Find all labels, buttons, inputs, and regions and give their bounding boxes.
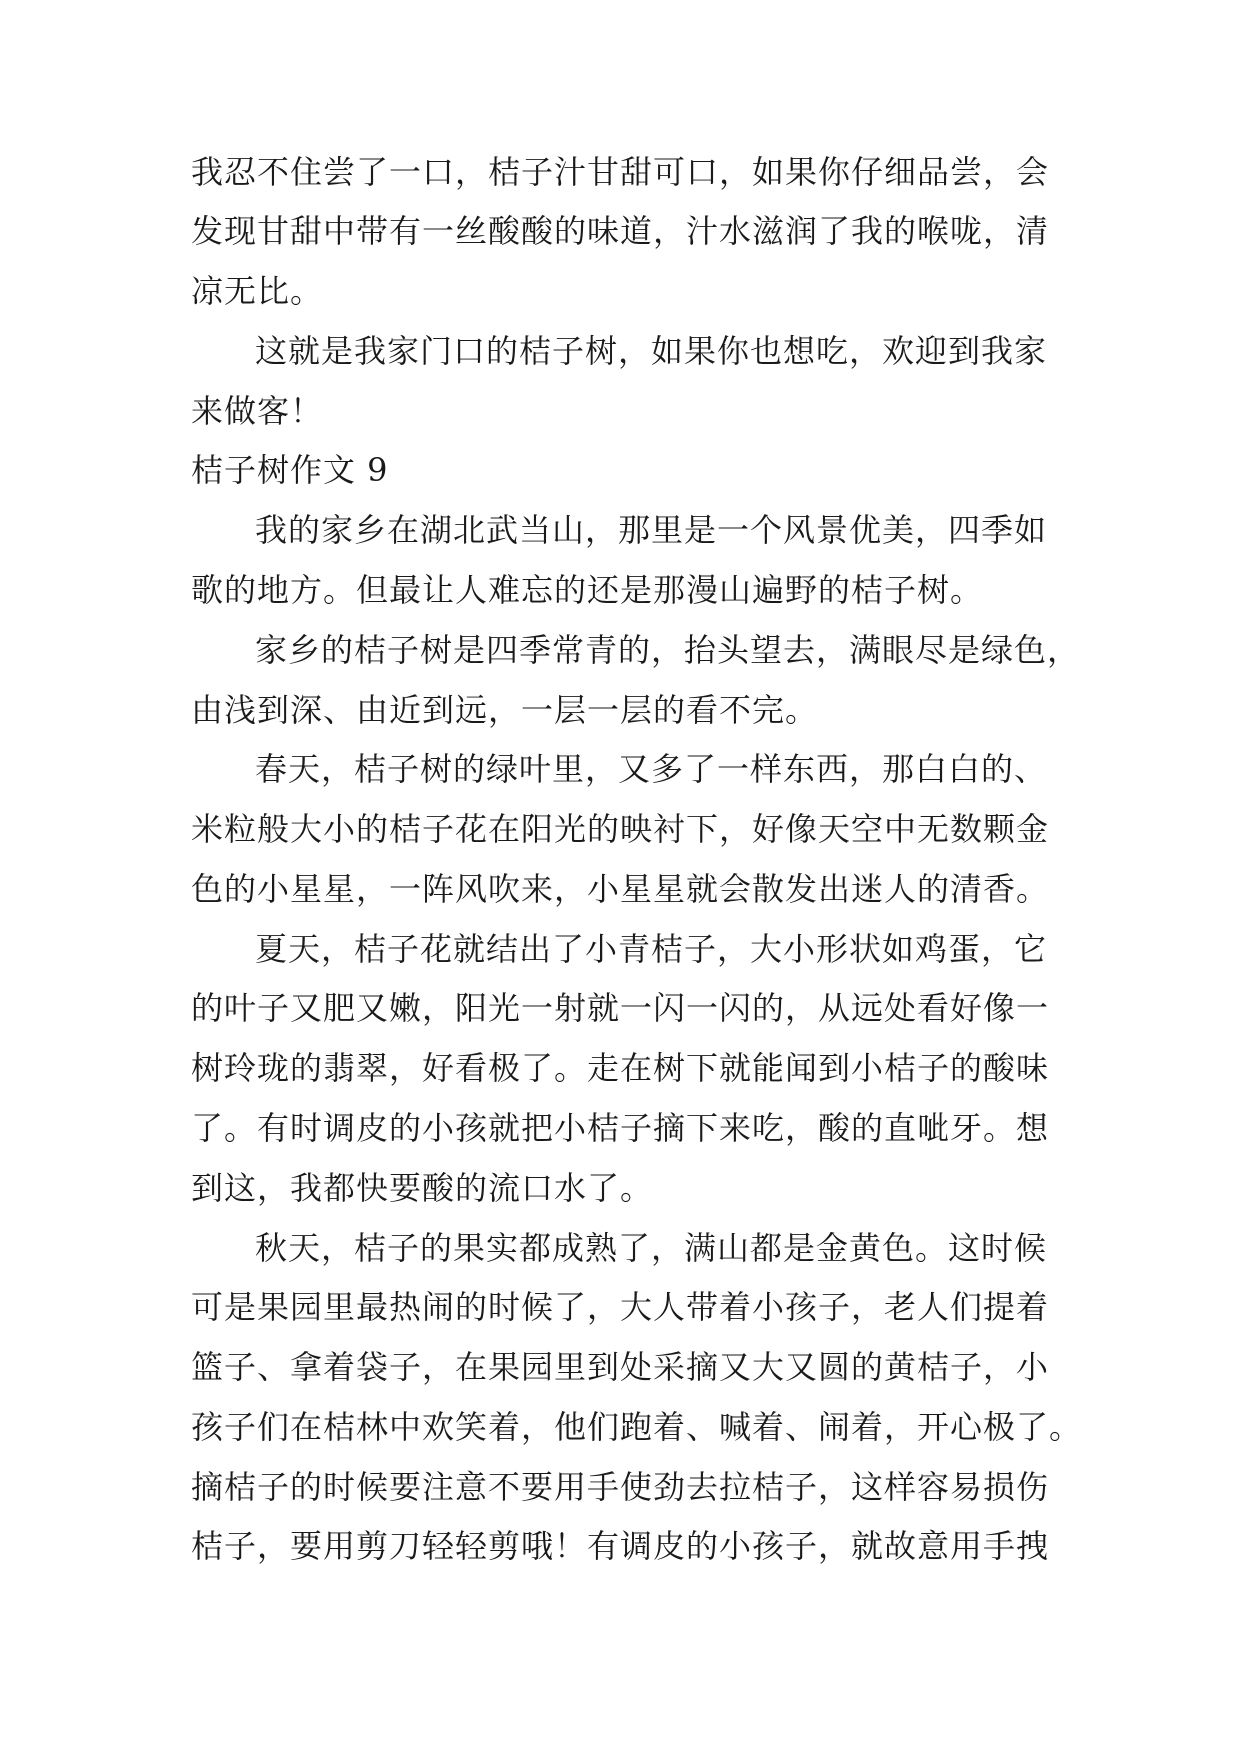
paragraph-start-line: 我的家乡在湖北武当山，那里是一个风景优美，四季如 [255,511,1048,549]
text-line: 凉无比。 [191,272,324,310]
text-line: 米粒般大小的桔子花在阳光的映衬下，好像天空中无数颗金 [191,810,1050,848]
paragraph-start-line: 家乡的桔子树是四季常青的，抬头望去，满眼尽是绿色， [255,631,1081,669]
text-line: 了。有时调皮的小孩就把小桔子摘下来吃，酸的直呲牙。想 [191,1109,1050,1147]
text-line: 篮子、拿着袋子，在果园里到处采摘又大又圆的黄桔子，小 [191,1348,1050,1386]
text-line: 桔子，要用剪刀轻轻剪哦！有调皮的小孩子，就故意用手拽 [191,1527,1050,1565]
text-line: 到这，我都快要酸的流口水了。 [191,1169,654,1207]
text-line: 来做客！ [191,392,324,430]
paragraph-start-line: 这就是我家门口的桔子树，如果你也想吃，欢迎到我家 [255,332,1048,370]
paragraph-start-line: 春天，桔子树的绿叶里，又多了一样东西，那白白的、 [255,750,1048,788]
text-line: 由浅到深、由近到远，一层一层的看不完。 [191,691,819,729]
text-line: 色的小星星，一阵风吹来，小星星就会散发出迷人的清香。 [191,870,1050,908]
text-line: 发现甘甜中带有一丝酸酸的味道，汁水滋润了我的喉咙，清 [191,212,1050,250]
paragraph-start-line: 夏天，桔子花就结出了小青桔子，大小形状如鸡蛋，它 [255,930,1048,968]
text-line: 我忍不住尝了一口，桔子汁甘甜可口，如果你仔细品尝，会 [191,153,1050,191]
paragraph-start-line: 秋天，桔子的果实都成熟了，满山都是金黄色。这时候 [255,1229,1048,1267]
section-heading: 桔子树作文 9 [191,451,389,489]
text-line: 摘桔子的时候要注意不要用手使劲去拉桔子，这样容易损伤 [191,1468,1050,1506]
text-line: 歌的地方。但最让人难忘的还是那漫山遍野的桔子树。 [191,571,984,609]
text-line: 可是果园里最热闹的时候了，大人带着小孩子，老人们提着 [191,1288,1050,1326]
text-line: 孩子们在桔林中欢笑着，他们跑着、喊着、闹着，开心极了。 [191,1408,1083,1446]
text-line: 的叶子又肥又嫩，阳光一射就一闪一闪的，从远处看好像一 [191,989,1050,1027]
text-line: 树玲珑的翡翠，好看极了。走在树下就能闻到小桔子的酸味 [191,1049,1050,1087]
